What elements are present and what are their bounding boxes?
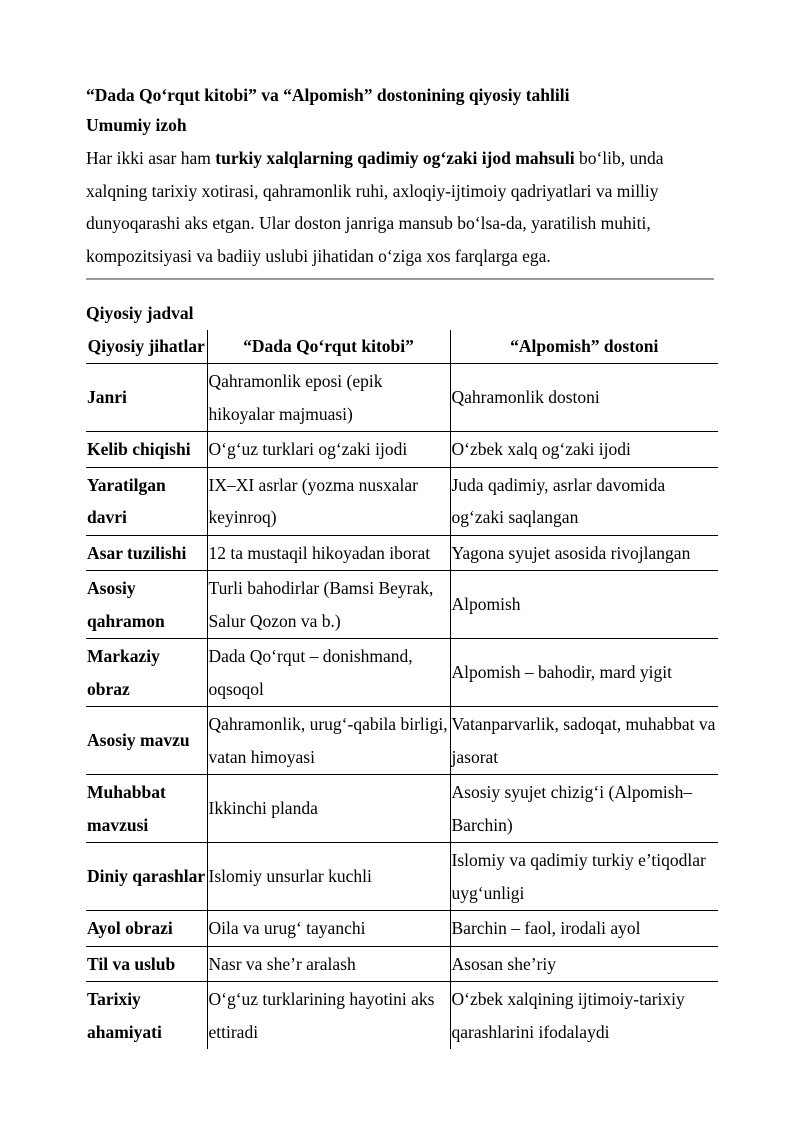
cell-dada-qorqut: O‘g‘uz turklari og‘zaki ijodi xyxy=(207,432,450,468)
cell-alpomish: Juda qadimiy, asrlar davomida og‘zaki saqlangan xyxy=(450,467,718,535)
document-title: “Dada Qo‘rqut kitobi” va “Alpomish” dostonining qiyosiy tahlili xyxy=(86,85,570,105)
header-alpomish: “Alpomish” dostoni xyxy=(450,330,718,364)
cell-alpomish: O‘zbek xalq og‘zaki ijodi xyxy=(450,432,718,468)
cell-alpomish: Alpomish – bahodir, mard yigit xyxy=(450,639,718,707)
cell-dada-qorqut: Nasr va she’r aralash xyxy=(207,946,450,982)
cell-alpomish: Qahramonlik dostoni xyxy=(450,364,718,432)
cell-dada-qorqut: Qahramonlik eposi (epik hikoyalar majmuasi) xyxy=(207,364,450,432)
cell-alpomish: Barchin – faol, irodali ayol xyxy=(450,911,718,947)
header-aspect: Qiyosiy jihatlar xyxy=(86,330,207,364)
document-page xyxy=(86,80,718,1049)
cell-dada-qorqut: IX–XI asrlar (yozma nusxalar keyinroq) xyxy=(207,467,450,535)
header-dada-qorqut: “Dada Qo‘rqut kitobi” xyxy=(207,330,450,364)
table-row xyxy=(86,535,718,571)
table-row xyxy=(86,911,718,947)
row-label: Til va uslub xyxy=(86,946,207,982)
table-row xyxy=(86,364,718,432)
table-row xyxy=(86,467,718,535)
cell-alpomish: Yagona syujet asosida rivojlangan xyxy=(450,535,718,571)
intro-text-start: Har ikki asar ham xyxy=(86,148,216,168)
row-label: Asosiy mavzu xyxy=(86,707,207,775)
cell-alpomish: Vatanparvarlik, sadoqat, muhabbat va jasorat xyxy=(450,707,718,775)
cell-dada-qorqut: Islomiy unsurlar kuchli xyxy=(207,843,450,911)
cell-alpomish: Islomiy va qadimiy turkiy e’tiqodlar uyg‘unligi xyxy=(450,843,718,911)
row-label: Yaratilgan davri xyxy=(86,467,207,535)
cell-dada-qorqut: O‘g‘uz turklarining hayotini aks ettiradi xyxy=(207,982,450,1050)
overview-heading: Umumiy izoh xyxy=(86,115,187,135)
cell-dada-qorqut: 12 ta mustaqil hikoyadan iborat xyxy=(207,535,450,571)
cell-dada-qorqut: Qahramonlik, urug‘-qabila birligi, vatan himoyasi xyxy=(207,707,450,775)
table-row xyxy=(86,432,718,468)
intro-bold-phrase: turkiy xalqlarning qadimiy og‘zaki ijod mahsuli xyxy=(215,148,575,168)
cell-dada-qorqut: Oila va urug‘ tayanchi xyxy=(207,911,450,947)
intro-text-end: bo‘lib, unda xalqning tarixiy xotirasi, qahramonlik ruhi, axloqiy-ijtimoiy qadriyatlari va milliy dunyoqarashi aks etgan. Ular doston janriga mansub bo‘lsa-da, yaratilish muhiti, kompozitsiyasi va badiiy uslubi jihatidan o‘ziga xos farqlarga ega. xyxy=(86,148,664,266)
cell-dada-qorqut: Turli bahodirlar (Bamsi Beyrak, Salur Qozon va b.) xyxy=(207,571,450,639)
table-row xyxy=(86,982,718,1050)
table-row xyxy=(86,946,718,982)
cell-alpomish: O‘zbek xalqining ijtimoiy-tarixiy qarashlarini ifodalaydi xyxy=(450,982,718,1050)
row-label: Janri xyxy=(87,387,127,408)
table-row xyxy=(86,843,718,911)
table-header-row xyxy=(86,330,718,364)
row-label: Asar tuzilishi xyxy=(86,535,207,571)
table-row xyxy=(86,571,718,639)
cell-alpomish: Asosan she’riy xyxy=(450,946,718,982)
intro-paragraph xyxy=(86,142,698,272)
cell-alpomish: Alpomish xyxy=(450,571,718,639)
row-label: Diniy qarashlar xyxy=(86,843,207,911)
table-row xyxy=(86,639,718,707)
comparison-table xyxy=(86,330,718,1049)
row-label: Tarixiy ahamiyati xyxy=(86,982,207,1050)
table-row xyxy=(86,775,718,843)
section-divider xyxy=(86,278,714,280)
row-label: Asosiy qahramon xyxy=(86,571,207,639)
table-row xyxy=(86,707,718,775)
row-label: Markaziy obraz xyxy=(86,639,207,707)
table-heading: Qiyosiy jadval xyxy=(86,303,194,323)
cell-dada-qorqut: Dada Qo‘rqut – donishmand, oqsoqol xyxy=(207,639,450,707)
cell-alpomish: Asosiy syujet chizig‘i (Alpomish–Barchin) xyxy=(450,775,718,843)
row-label: Kelib chiqishi xyxy=(86,432,207,468)
row-label: Muhabbat mavzusi xyxy=(86,775,207,843)
cell-dada-qorqut: Ikkinchi planda xyxy=(207,775,450,843)
row-label: Ayol obrazi xyxy=(86,911,207,947)
